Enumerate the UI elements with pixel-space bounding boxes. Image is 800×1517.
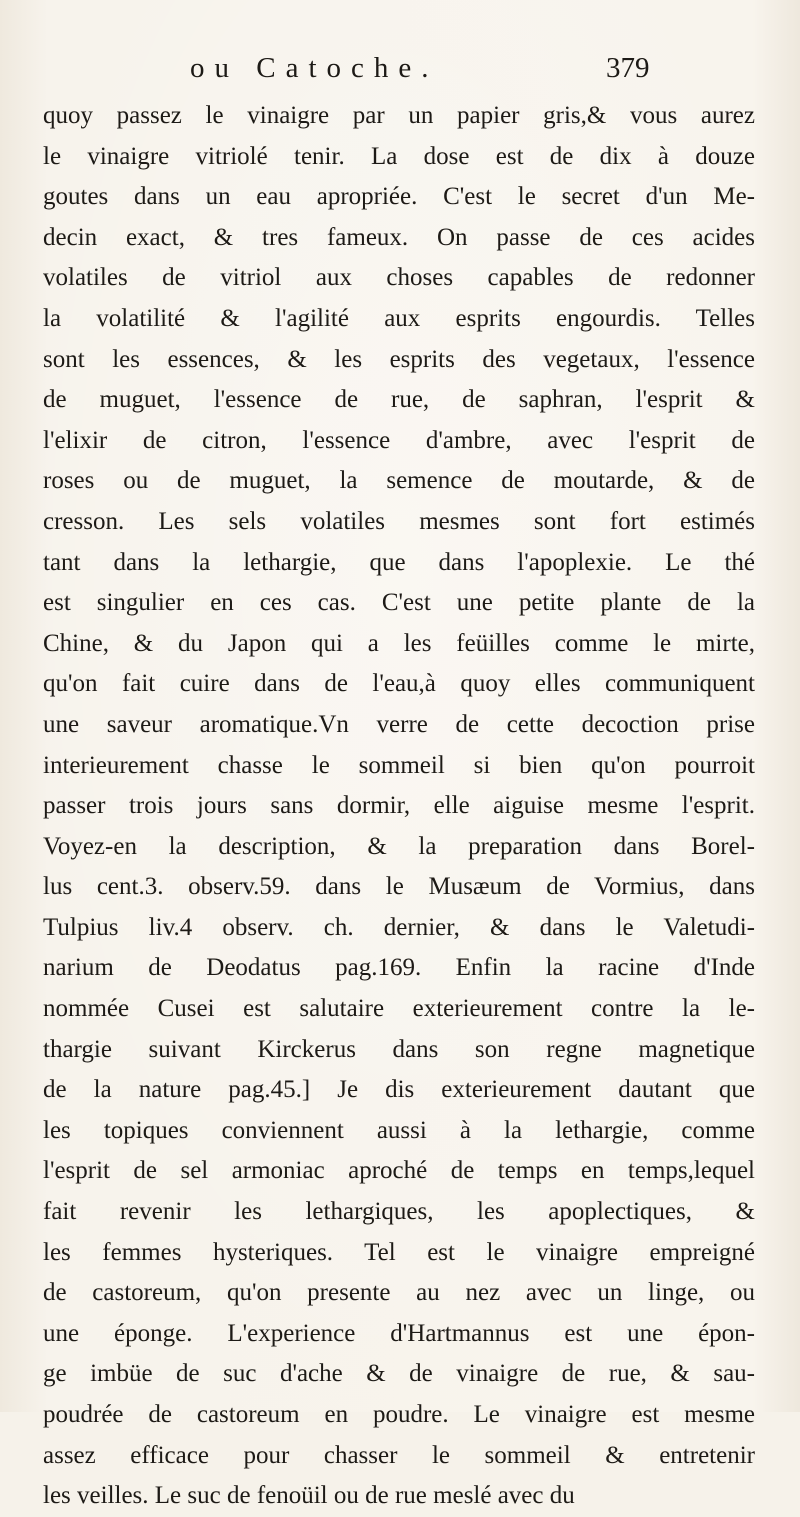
text-line: les veilles. Le suc de fenoüil ou de rue meslé avec du <box>43 1482 575 1510</box>
text-line: Tulpius liv.4 observ. ch. dernier, & dans le Valetudi- <box>43 913 755 941</box>
running-title: ou Catoche. <box>190 52 439 84</box>
text-line: ge imbüe de suc d'ache & de vinaigre de rue, & sau- <box>43 1360 755 1388</box>
text-line: assez efficace pour chasser le sommeil & entretenir <box>43 1441 755 1469</box>
text-line: la volatilité & l'agilité aux esprits engourdis. Telles <box>43 304 755 332</box>
text-line: les femmes hysteriques. Tel est le vinaigre empreigné <box>43 1238 755 1266</box>
text-line: est singulier en ces cas. C'est une petite plante de la <box>43 589 755 617</box>
text-line: decin exact, & tres fameux. On passe de ces acides <box>43 223 755 251</box>
text-line: qu'on fait cuire dans de l'eau,à quoy elles communiquent <box>43 670 755 698</box>
text-line: nommée Cusei est salutaire exterieurement contre la le- <box>43 995 755 1023</box>
text-line: quoy passez le vinaigre par un papier gris,& vous aurez <box>43 102 755 129</box>
text-line: l'esprit de sel armoniac aproché de temps en temps,lequel <box>43 1157 755 1185</box>
text-line: volatiles de vitriol aux choses capables de redonner <box>43 264 755 292</box>
text-line: fait revenir les lethargiques, les apoplectiques, & <box>43 1198 755 1226</box>
body-text <box>43 96 755 1517</box>
text-line: de la nature pag.45.] Je dis exterieurement dautant que <box>43 1076 755 1104</box>
text-line: de muguet, l'essence de rue, de saphran, l'esprit & <box>43 386 755 414</box>
running-head <box>0 52 800 92</box>
text-line: interieurement chasse le sommeil si bien qu'on pourroit <box>43 751 755 779</box>
text-line: sont les essences, & les esprits des vegetaux, l'essence <box>43 345 755 373</box>
text-line: Chine, & du Japon qui a les feüilles comme le mirte, <box>43 629 755 657</box>
text-line: narium de Deodatus pag.169. Enfin la racine d'Inde <box>43 954 755 982</box>
text-line: de castoreum, qu'on presente au nez avec un linge, ou <box>43 1279 755 1307</box>
text-line: Voyez-en la description, & la preparation dans Borel- <box>43 832 755 860</box>
text-line: lus cent.3. observ.59. dans le Musæum de Vormius, dans <box>43 873 755 901</box>
page-number: 379 <box>606 52 650 84</box>
text-line: passer trois jours sans dormir, elle aiguise mesme l'esprit. <box>43 792 755 820</box>
text-line: cresson. Les sels volatiles mesmes sont fort estimés <box>43 507 755 535</box>
text-line: les topiques conviennent aussi à la lethargie, comme <box>43 1116 755 1144</box>
text-line: thargie suivant Kirckerus dans son regne magnetique <box>43 1035 755 1063</box>
text-line: poudrée de castoreum en poudre. Le vinaigre est mesme <box>43 1401 755 1428</box>
text-line: goutes dans un eau apropriée. C'est le secret d'un Me- <box>43 183 755 211</box>
text-line: le vinaigre vitriolé tenir. La dose est de dix à douze <box>43 142 755 170</box>
text-line: une saveur aromatique.Vn verre de cette decoction prise <box>43 710 755 738</box>
text-line: roses ou de muguet, la semence de moutarde, & de <box>43 467 755 495</box>
text-line: une éponge. L'experience d'Hartmannus est une épon- <box>43 1319 755 1347</box>
text-line: tant dans la lethargie, que dans l'apoplexie. Le thé <box>43 548 755 576</box>
text-line: l'elixir de citron, l'essence d'ambre, avec l'esprit de <box>43 426 755 454</box>
